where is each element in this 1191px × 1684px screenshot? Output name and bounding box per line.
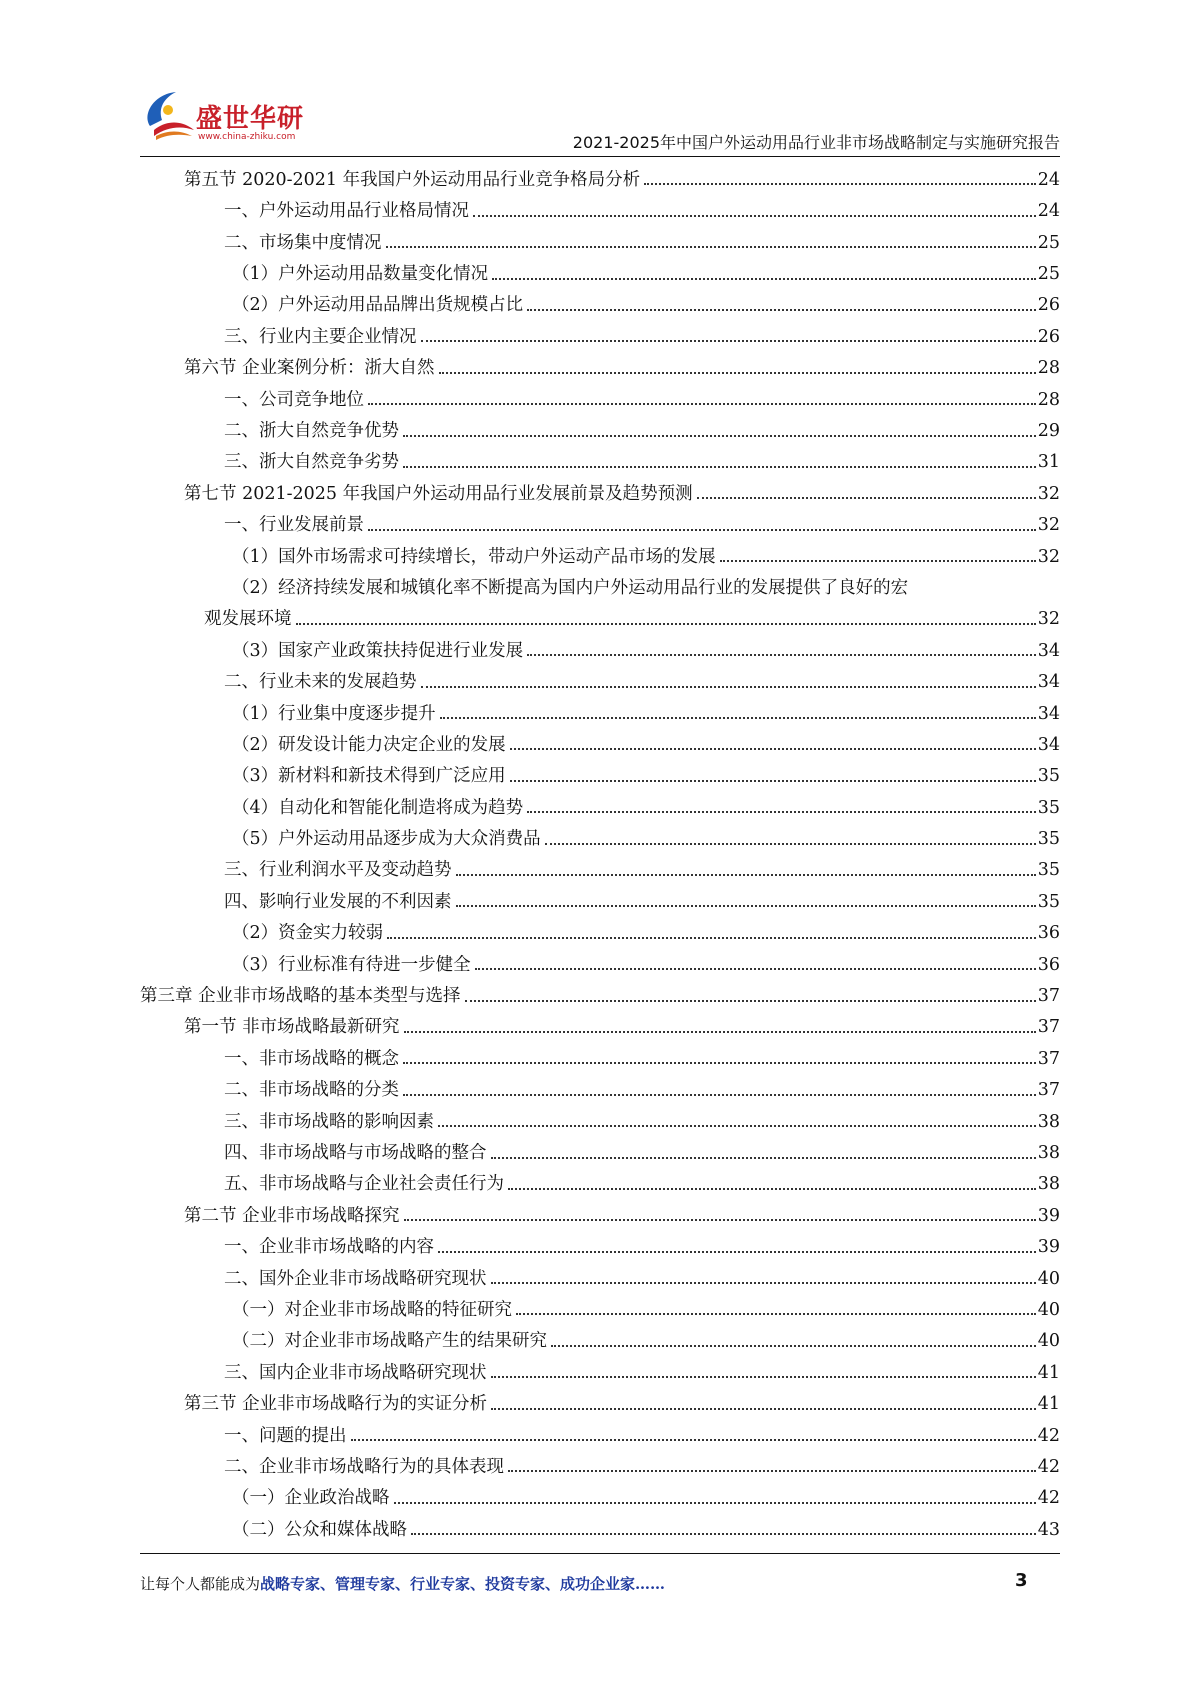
toc-leader-dots <box>456 905 1036 907</box>
toc-page-number: 32 <box>1037 483 1060 504</box>
toc-entry-title: （4）自动化和智能化制造将成为趋势 <box>232 797 524 818</box>
toc-page-number: 35 <box>1037 891 1060 912</box>
toc-entry[interactable] <box>140 1449 1060 1480</box>
toc-leader-dots <box>403 435 1036 437</box>
toc-entry-title: 观发展环境 <box>204 609 292 630</box>
toc-leader-dots <box>510 748 1036 750</box>
toc-entry[interactable] <box>140 915 1060 946</box>
toc-page-number: 37 <box>1037 1048 1060 1069</box>
toc-entry-title: 第三节 企业非市场战略行为的实证分析 <box>184 1394 488 1415</box>
toc-entry-title: 一、问题的提出 <box>224 1425 347 1446</box>
toc-page-number: 26 <box>1037 295 1060 316</box>
toc-entry-title: 三、行业利润水平及变动趋势 <box>224 860 452 881</box>
toc-page-number: 31 <box>1037 452 1060 473</box>
page-header <box>140 80 1060 155</box>
toc-entry-title: 二、浙大自然竞争优势 <box>224 421 399 442</box>
toc-entry[interactable] <box>140 1229 1060 1260</box>
toc-page-number: 42 <box>1037 1425 1060 1446</box>
toc-entry-title: 第六节 企业案例分析：浙大自然 <box>184 358 435 379</box>
toc-leader-dots <box>368 403 1036 405</box>
toc-page-number: 36 <box>1037 923 1060 944</box>
toc-leader-dots <box>491 1282 1036 1284</box>
toc-entry-title: （3）新材料和新技术得到广泛应用 <box>232 766 506 787</box>
toc-page-number: 40 <box>1037 1331 1060 1352</box>
toc-page-number: 35 <box>1037 797 1060 818</box>
toc-entry-title: 一、公司竞争地位 <box>224 389 364 410</box>
toc-entry-title: （1）行业集中度逐步提升 <box>232 703 436 724</box>
toc-entry[interactable] <box>140 413 1060 444</box>
toc-entry[interactable] <box>140 727 1060 758</box>
toc-page-number: 34 <box>1037 734 1060 755</box>
toc-page-number: 25 <box>1037 264 1060 285</box>
toc-entry[interactable] <box>140 1104 1060 1135</box>
toc-entry[interactable] <box>140 539 1060 570</box>
toc-entry[interactable] <box>140 1198 1060 1229</box>
toc-entry-title: 三、浙大自然竞争劣势 <box>224 452 399 473</box>
toc-entry-title: 第一节 非市场战略最新研究 <box>184 1017 400 1038</box>
toc-entry-title: （2）资金实力较弱 <box>232 923 384 944</box>
toc-entry-title: （二）对企业非市场战略产生的结果研究 <box>232 1331 547 1352</box>
toc-leader-dots <box>527 811 1036 813</box>
toc-page-number: 42 <box>1037 1456 1060 1477</box>
toc-leader-dots <box>508 1188 1036 1190</box>
toc-leader-dots <box>403 466 1036 468</box>
toc-page-number: 34 <box>1037 640 1060 661</box>
toc-leader-dots <box>438 1251 1036 1253</box>
toc-entry-title: （二）公众和媒体战略 <box>232 1519 407 1540</box>
logo-url: www.china-zhiku.com <box>198 132 296 142</box>
toc-leader-dots <box>403 1062 1036 1064</box>
report-title: 2021-2025年中国户外运动用品行业非市场战略制定与实施研究报告 <box>572 133 1060 152</box>
toc-page-number: 24 <box>1037 169 1060 190</box>
toc-leader-dots <box>473 215 1036 217</box>
toc-leader-dots <box>368 529 1036 531</box>
toc-entry-title: 二、行业未来的发展趋势 <box>224 672 417 693</box>
toc-entry-title: 第三章 企业非市场战略的基本类型与选择 <box>140 986 461 1007</box>
toc-entry[interactable] <box>140 1418 1060 1449</box>
toc-entry-title: 三、行业内主要企业情况 <box>224 326 417 347</box>
toc-page-number: 32 <box>1037 609 1060 630</box>
toc-entry[interactable] <box>140 664 1060 695</box>
toc-entry-title: （3）国家产业政策扶持促进行业发展 <box>232 640 524 661</box>
toc-entry-title: （3）行业标准有待进一步健全 <box>232 954 471 975</box>
toc-page-number: 38 <box>1037 1174 1060 1195</box>
toc-entry-title: 二、市场集中度情况 <box>224 232 382 253</box>
toc-leader-dots <box>421 686 1036 688</box>
toc-entry-title: 一、企业非市场战略的内容 <box>224 1237 434 1258</box>
toc-leader-dots <box>421 340 1036 342</box>
toc-leader-dots <box>411 1533 1036 1535</box>
toc-leader-dots <box>404 1031 1036 1033</box>
footer-divider <box>140 1553 1060 1554</box>
toc-page-number: 34 <box>1037 672 1060 693</box>
toc-entry[interactable] <box>140 790 1060 821</box>
toc-entry[interactable] <box>140 947 1060 978</box>
toc-entry[interactable] <box>140 1386 1060 1417</box>
toc-entry-title: （2）经济持续发展和城镇化率不断提高为国内户外运动用品行业的发展提供了良好的宏 <box>232 577 909 598</box>
toc-page-number: 37 <box>1037 1080 1060 1101</box>
toc-entry-title: （一）对企业非市场战略的特征研究 <box>232 1299 512 1320</box>
toc-leader-dots <box>394 1502 1036 1504</box>
toc-entry[interactable] <box>140 319 1060 350</box>
page-number: 3 <box>1015 1570 1028 1591</box>
toc-page-number: 39 <box>1037 1237 1060 1258</box>
toc-entry[interactable] <box>140 1041 1060 1072</box>
toc-page-number: 40 <box>1037 1268 1060 1289</box>
toc-entry-title: 五、非市场战略与企业社会责任行为 <box>224 1174 504 1195</box>
toc-leader-dots <box>404 1219 1036 1221</box>
toc-page-number: 35 <box>1037 766 1060 787</box>
toc-leader-dots <box>403 1094 1036 1096</box>
toc-leader-dots <box>644 183 1036 185</box>
toc-entry[interactable] <box>140 821 1060 852</box>
toc-entry-title: 二、企业非市场战略行为的具体表现 <box>224 1456 504 1477</box>
toc-leader-dots <box>387 937 1036 939</box>
toc-leader-dots <box>475 968 1036 970</box>
toc-page-number: 32 <box>1037 515 1060 536</box>
toc-entry-title: 二、国外企业非市场战略研究现状 <box>224 1268 487 1289</box>
header-divider <box>140 156 1060 157</box>
toc-entry[interactable] <box>140 288 1060 319</box>
logo-text: 盛世华研 <box>196 104 305 134</box>
toc-entry[interactable] <box>140 1167 1060 1198</box>
toc-leader-dots <box>456 874 1036 876</box>
toc-leader-dots <box>439 372 1036 374</box>
toc-leader-dots <box>720 560 1036 562</box>
logo-icon <box>140 86 200 146</box>
toc-entry-title: 一、行业发展前景 <box>224 515 364 536</box>
toc-leader-dots <box>697 497 1036 499</box>
toc-page-number: 24 <box>1037 201 1060 222</box>
toc-entry[interactable] <box>140 1323 1060 1354</box>
toc-entry-title: 一、户外运动用品行业格局情况 <box>224 201 469 222</box>
toc-entry[interactable] <box>140 696 1060 727</box>
logo <box>140 80 310 150</box>
toc-page-number: 25 <box>1037 232 1060 253</box>
toc-entry[interactable] <box>140 162 1060 193</box>
toc-leader-dots <box>440 717 1036 719</box>
toc-entry[interactable] <box>140 445 1060 476</box>
toc-page-number: 26 <box>1037 326 1060 347</box>
toc-entry-title: 一、非市场战略的概念 <box>224 1048 399 1069</box>
toc-leader-dots <box>465 1000 1036 1002</box>
toc-leader-dots <box>351 1439 1036 1441</box>
toc-entry-title: （一）企业政治战略 <box>232 1488 390 1509</box>
toc-entry[interactable] <box>140 758 1060 789</box>
toc-entry-title: 第二节 企业非市场战略探究 <box>184 1205 400 1226</box>
toc-entry[interactable] <box>140 1135 1060 1166</box>
toc-leader-dots <box>296 623 1036 625</box>
toc-entry[interactable] <box>140 1512 1060 1543</box>
toc-entry[interactable] <box>140 570 1060 601</box>
footer-slogan <box>140 1573 665 1594</box>
toc-entry-title: （1）国外市场需求可持续增长，带动户外运动产品市场的发展 <box>232 546 716 567</box>
toc-entry-title: 第五节 2020-2021 年我国户外运动用品行业竞争格局分析 <box>184 169 641 190</box>
toc-entry-continuation[interactable] <box>140 601 1060 632</box>
toc-entry[interactable] <box>140 476 1060 507</box>
toc-entry-title: 二、非市场战略的分类 <box>224 1080 399 1101</box>
toc-leader-dots <box>527 654 1036 656</box>
toc-leader-dots <box>438 1125 1036 1127</box>
toc-page-number: 43 <box>1037 1519 1060 1540</box>
toc-page-number: 38 <box>1037 1143 1060 1163</box>
toc-entry[interactable] <box>140 225 1060 256</box>
toc-page-number: 28 <box>1037 389 1060 410</box>
toc-entry-title: 三、国内企业非市场战略研究现状 <box>224 1362 487 1383</box>
toc-leader-dots <box>492 278 1036 280</box>
toc-leader-dots <box>516 1313 1036 1315</box>
toc-page-number: 39 <box>1037 1205 1060 1226</box>
toc-entry-title: （5）户外运动用品逐步成为大众消费品 <box>232 829 541 850</box>
toc-page-number: 41 <box>1037 1394 1060 1415</box>
toc-entry[interactable] <box>140 1480 1060 1511</box>
toc-entry[interactable] <box>140 1072 1060 1103</box>
toc-entry[interactable] <box>140 633 1060 664</box>
toc-entry-title: 三、非市场战略的影响因素 <box>224 1111 434 1132</box>
toc-leader-dots <box>491 1157 1036 1159</box>
toc-entry[interactable] <box>140 1010 1060 1041</box>
toc-entry[interactable] <box>140 884 1060 915</box>
toc-entry-title: （2）研发设计能力决定企业的发展 <box>232 734 506 755</box>
toc-leader-dots <box>527 309 1036 311</box>
footer-slogan-prefix: 让每个人都能成为 <box>140 1575 261 1593</box>
toc-leader-dots <box>551 1345 1036 1347</box>
toc-entry[interactable] <box>140 978 1060 1009</box>
toc-page-number: 37 <box>1037 1017 1060 1038</box>
toc-entry[interactable] <box>140 256 1060 287</box>
toc-entry-title: 第七节 2021-2025 年我国户外运动用品行业发展前景及趋势预测 <box>184 483 693 504</box>
toc-page-number: 35 <box>1037 860 1060 881</box>
toc-entry[interactable] <box>140 507 1060 538</box>
footer-slogan-highlight: 战略专家、管理专家、行业专家、投资专家、成功企业家…… <box>260 1575 666 1593</box>
toc-page-number: 37 <box>1037 986 1060 1007</box>
toc-leader-dots <box>491 1408 1036 1410</box>
toc-entry[interactable] <box>140 1355 1060 1386</box>
toc-entry[interactable] <box>140 1292 1060 1323</box>
toc-entry[interactable] <box>140 853 1060 884</box>
toc-entry-title: （2）户外运动用品品牌出货规模占比 <box>232 295 524 316</box>
toc-page-number: 29 <box>1037 421 1060 442</box>
toc-leader-dots <box>386 246 1036 248</box>
toc-entry-title: （1）户外运动用品数量变化情况 <box>232 264 489 285</box>
toc-entry-title: 四、影响行业发展的不利因素 <box>224 891 452 912</box>
toc-page-number: 38 <box>1037 1111 1060 1132</box>
toc-leader-dots <box>545 843 1036 845</box>
toc-page-number: 36 <box>1037 954 1060 975</box>
table-of-contents <box>140 162 1060 1543</box>
toc-leader-dots <box>510 780 1036 782</box>
toc-leader-dots <box>491 1376 1036 1378</box>
toc-entry[interactable] <box>140 193 1060 224</box>
toc-page-number: 41 <box>1037 1362 1060 1383</box>
toc-page-number: 34 <box>1037 703 1060 724</box>
toc-entry[interactable] <box>140 1261 1060 1292</box>
toc-page-number: 42 <box>1037 1488 1060 1509</box>
toc-leader-dots <box>508 1470 1036 1472</box>
toc-page-number: 32 <box>1037 546 1060 567</box>
toc-page-number: 35 <box>1037 829 1060 850</box>
toc-page-number: 28 <box>1037 358 1060 379</box>
toc-entry-title: 四、非市场战略与市场战略的整合 <box>224 1143 487 1163</box>
toc-page-number: 40 <box>1037 1299 1060 1320</box>
toc-entry[interactable] <box>140 382 1060 413</box>
toc-entry[interactable] <box>140 350 1060 381</box>
